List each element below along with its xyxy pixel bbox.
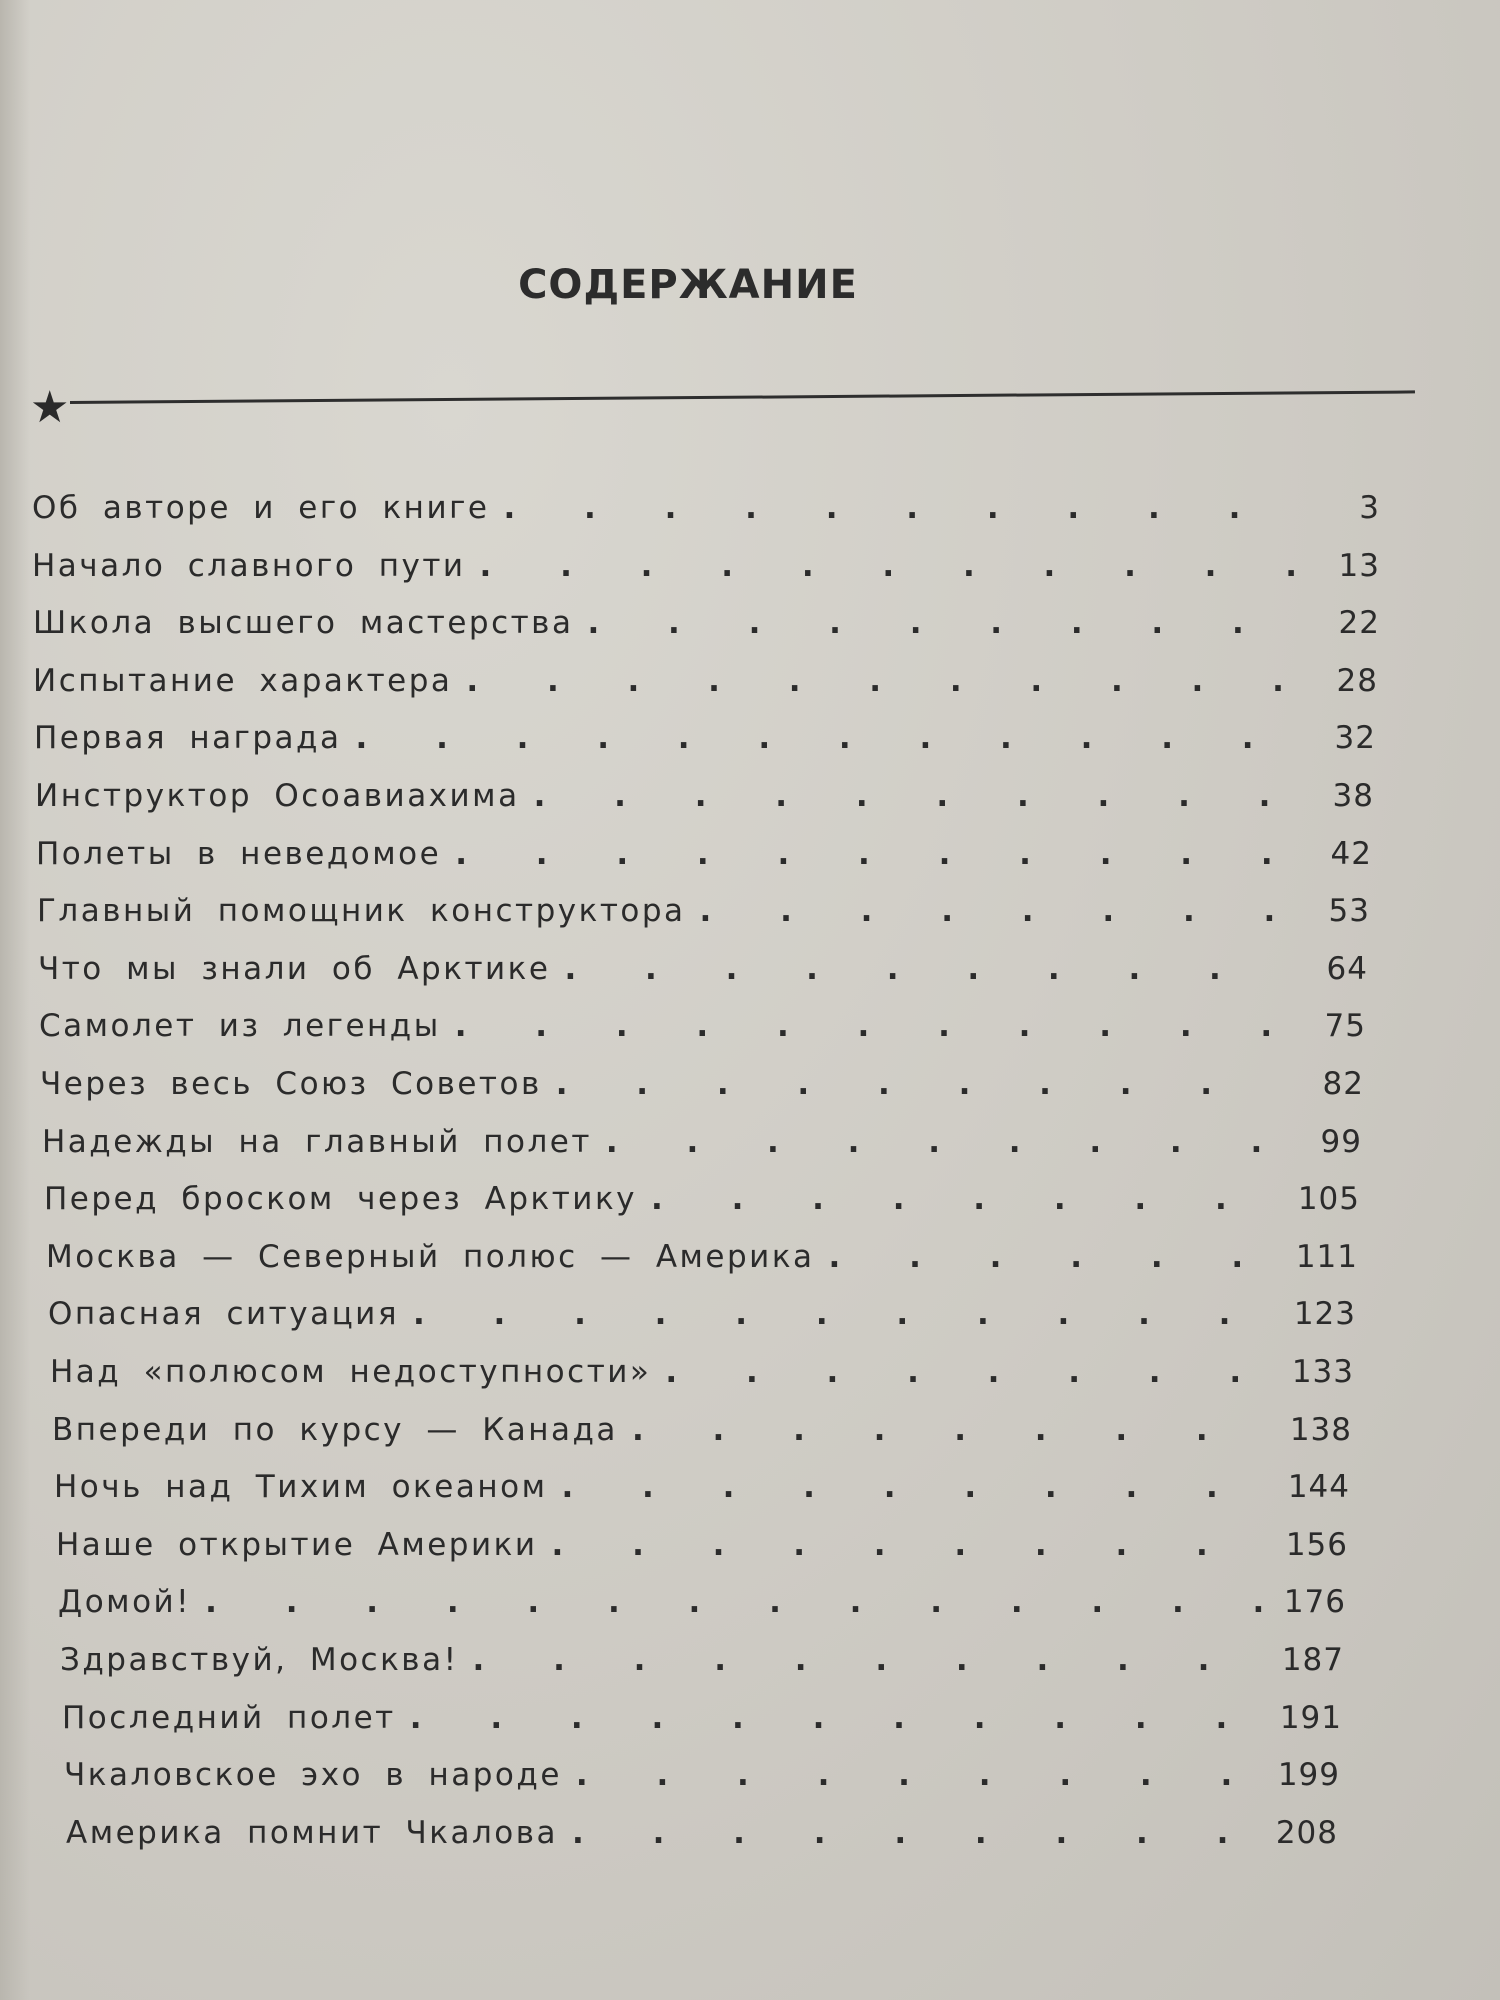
toc-entry-title: Об авторе и его книге [32,490,490,526]
toc-entry [39,1008,1366,1052]
dot-leader [534,778,1294,814]
toc-entry [60,1642,1344,1686]
toc-entry [62,1700,1342,1744]
dot-leader [552,1527,1269,1563]
toc-entry-title: Надежды на главный полет [42,1123,592,1160]
toc-entry-page-number: 187 [1281,1642,1344,1678]
toc-entry-page-number: 82 [1322,1066,1364,1102]
toc-entry-page-number: 208 [1275,1814,1338,1851]
toc-entry-page-number: 123 [1293,1296,1356,1333]
toc-entry-page-number: 138 [1289,1411,1352,1448]
dot-leader [356,720,1297,756]
dot-leader [561,1469,1270,1505]
dot-leader [413,1296,1276,1332]
dot-leader [606,1124,1282,1160]
toc-entry-title: Перед броском через Арктику [44,1181,638,1218]
dot-leader [572,1815,1258,1851]
toc-entry-title: Испытание характера [33,662,453,699]
toc-entry-page-number: 32 [1334,720,1376,757]
toc-entry-title: Через весь Союз Советов [40,1066,542,1102]
toc-entry-page-number: 133 [1291,1354,1354,1390]
toc-entry-page-number: 42 [1330,835,1372,872]
toc-entry-title: Впереди по курсу — Канада [52,1411,618,1448]
toc-entry-page-number: 199 [1277,1757,1340,1794]
toc-entry [35,778,1374,822]
toc-entry [44,1181,1360,1225]
toc-entry-title: Школа высшего мастерства [33,605,574,642]
toc-entry-page-number: 144 [1287,1469,1350,1506]
star-icon: ★ [30,382,70,433]
toc-entry [37,893,1370,937]
toc-entry-page-number: 22 [1338,605,1380,642]
toc-entry [50,1354,1354,1398]
toc-entry-title: Инструктор Осоавиахима [35,778,520,814]
toc-entry-title: Начало славного пути [32,547,466,584]
toc-entry [56,1527,1348,1571]
dot-leader [503,490,1300,526]
toc-entry [32,490,1380,534]
toc-entry-page-number: 156 [1285,1526,1348,1563]
dot-leader [587,605,1300,641]
toc-entry-page-number: 64 [1326,950,1368,987]
toc-entry-page-number: 75 [1324,1008,1366,1045]
toc-entry-page-number: 13 [1338,547,1380,584]
dot-leader [564,951,1288,987]
dot-leader [410,1700,1262,1736]
dot-leader [829,1239,1278,1275]
page-title: СОДЕРЖАНИЕ [518,262,858,308]
toc-entry-title: Домой! [58,1584,192,1621]
toc-entry [42,1124,1362,1168]
toc-entry [33,605,1380,649]
dot-leader [700,893,1290,929]
toc-entry [48,1296,1356,1340]
toc-entry-page-number: 28 [1336,662,1378,699]
dot-leader [480,548,1300,584]
toc-entry [52,1412,1352,1456]
dot-leader [205,1584,1266,1620]
toc-entry-title: Чкаловское эхо в народе [64,1757,562,1794]
dot-leader [651,1181,1280,1217]
toc-entry-page-number: 105 [1297,1181,1360,1218]
toc-entry-page-number: 99 [1320,1123,1362,1160]
toc-entry-title: Самолет из легенды [39,1008,441,1045]
toc-entry-title: Главный помощник конструктора [37,893,686,930]
toc-entry [34,720,1376,764]
dot-leader [632,1412,1272,1448]
toc-entry [58,1584,1346,1628]
toc-entry [32,548,1380,592]
toc-entry [54,1469,1350,1513]
toc-entry-page-number: 191 [1279,1699,1342,1736]
toc-entry-title: Что мы знали об Арктике [38,950,551,987]
toc-entry [46,1239,1358,1283]
toc-entry-title: Последний полет [62,1699,396,1736]
dot-leader [455,1008,1286,1044]
toc-entry-page-number: 3 [1359,490,1380,526]
toc-entry [64,1757,1340,1801]
toc-entry-title: Полеты в неведомое [36,835,442,872]
toc-entry-title: Наше открытие Америки [56,1526,538,1563]
toc-entry-page-number: 111 [1295,1238,1358,1275]
dot-leader [576,1757,1260,1793]
toc-entry [38,951,1368,995]
dot-leader [556,1066,1284,1102]
toc-entry-title: Москва — Северный полюс — Америка [46,1238,815,1275]
toc-entry [40,1066,1364,1110]
dot-leader [473,1642,1265,1678]
toc-entry-page-number: 53 [1328,893,1370,930]
toc-entry [36,836,1372,880]
toc-entry [66,1815,1338,1859]
toc-entry-page-number: 38 [1332,778,1374,814]
toc-entry-title: Над «полюсом недоступности» [50,1354,652,1390]
toc-entry-title: Америка помнит Чкалова [66,1814,559,1851]
toc-entry-page-number: 176 [1283,1584,1346,1621]
toc-entry-title: Ночь над Тихим океаном [54,1469,548,1506]
toc-entry [33,663,1378,707]
dot-leader [466,663,1298,699]
dot-leader [455,836,1292,872]
toc-entry-title: Опасная ситуация [48,1296,399,1333]
toc-entry-title: Первая награда [34,720,342,757]
dot-leader [665,1354,1274,1390]
toc-entry-title: Здравствуй, Москва! [60,1642,459,1678]
